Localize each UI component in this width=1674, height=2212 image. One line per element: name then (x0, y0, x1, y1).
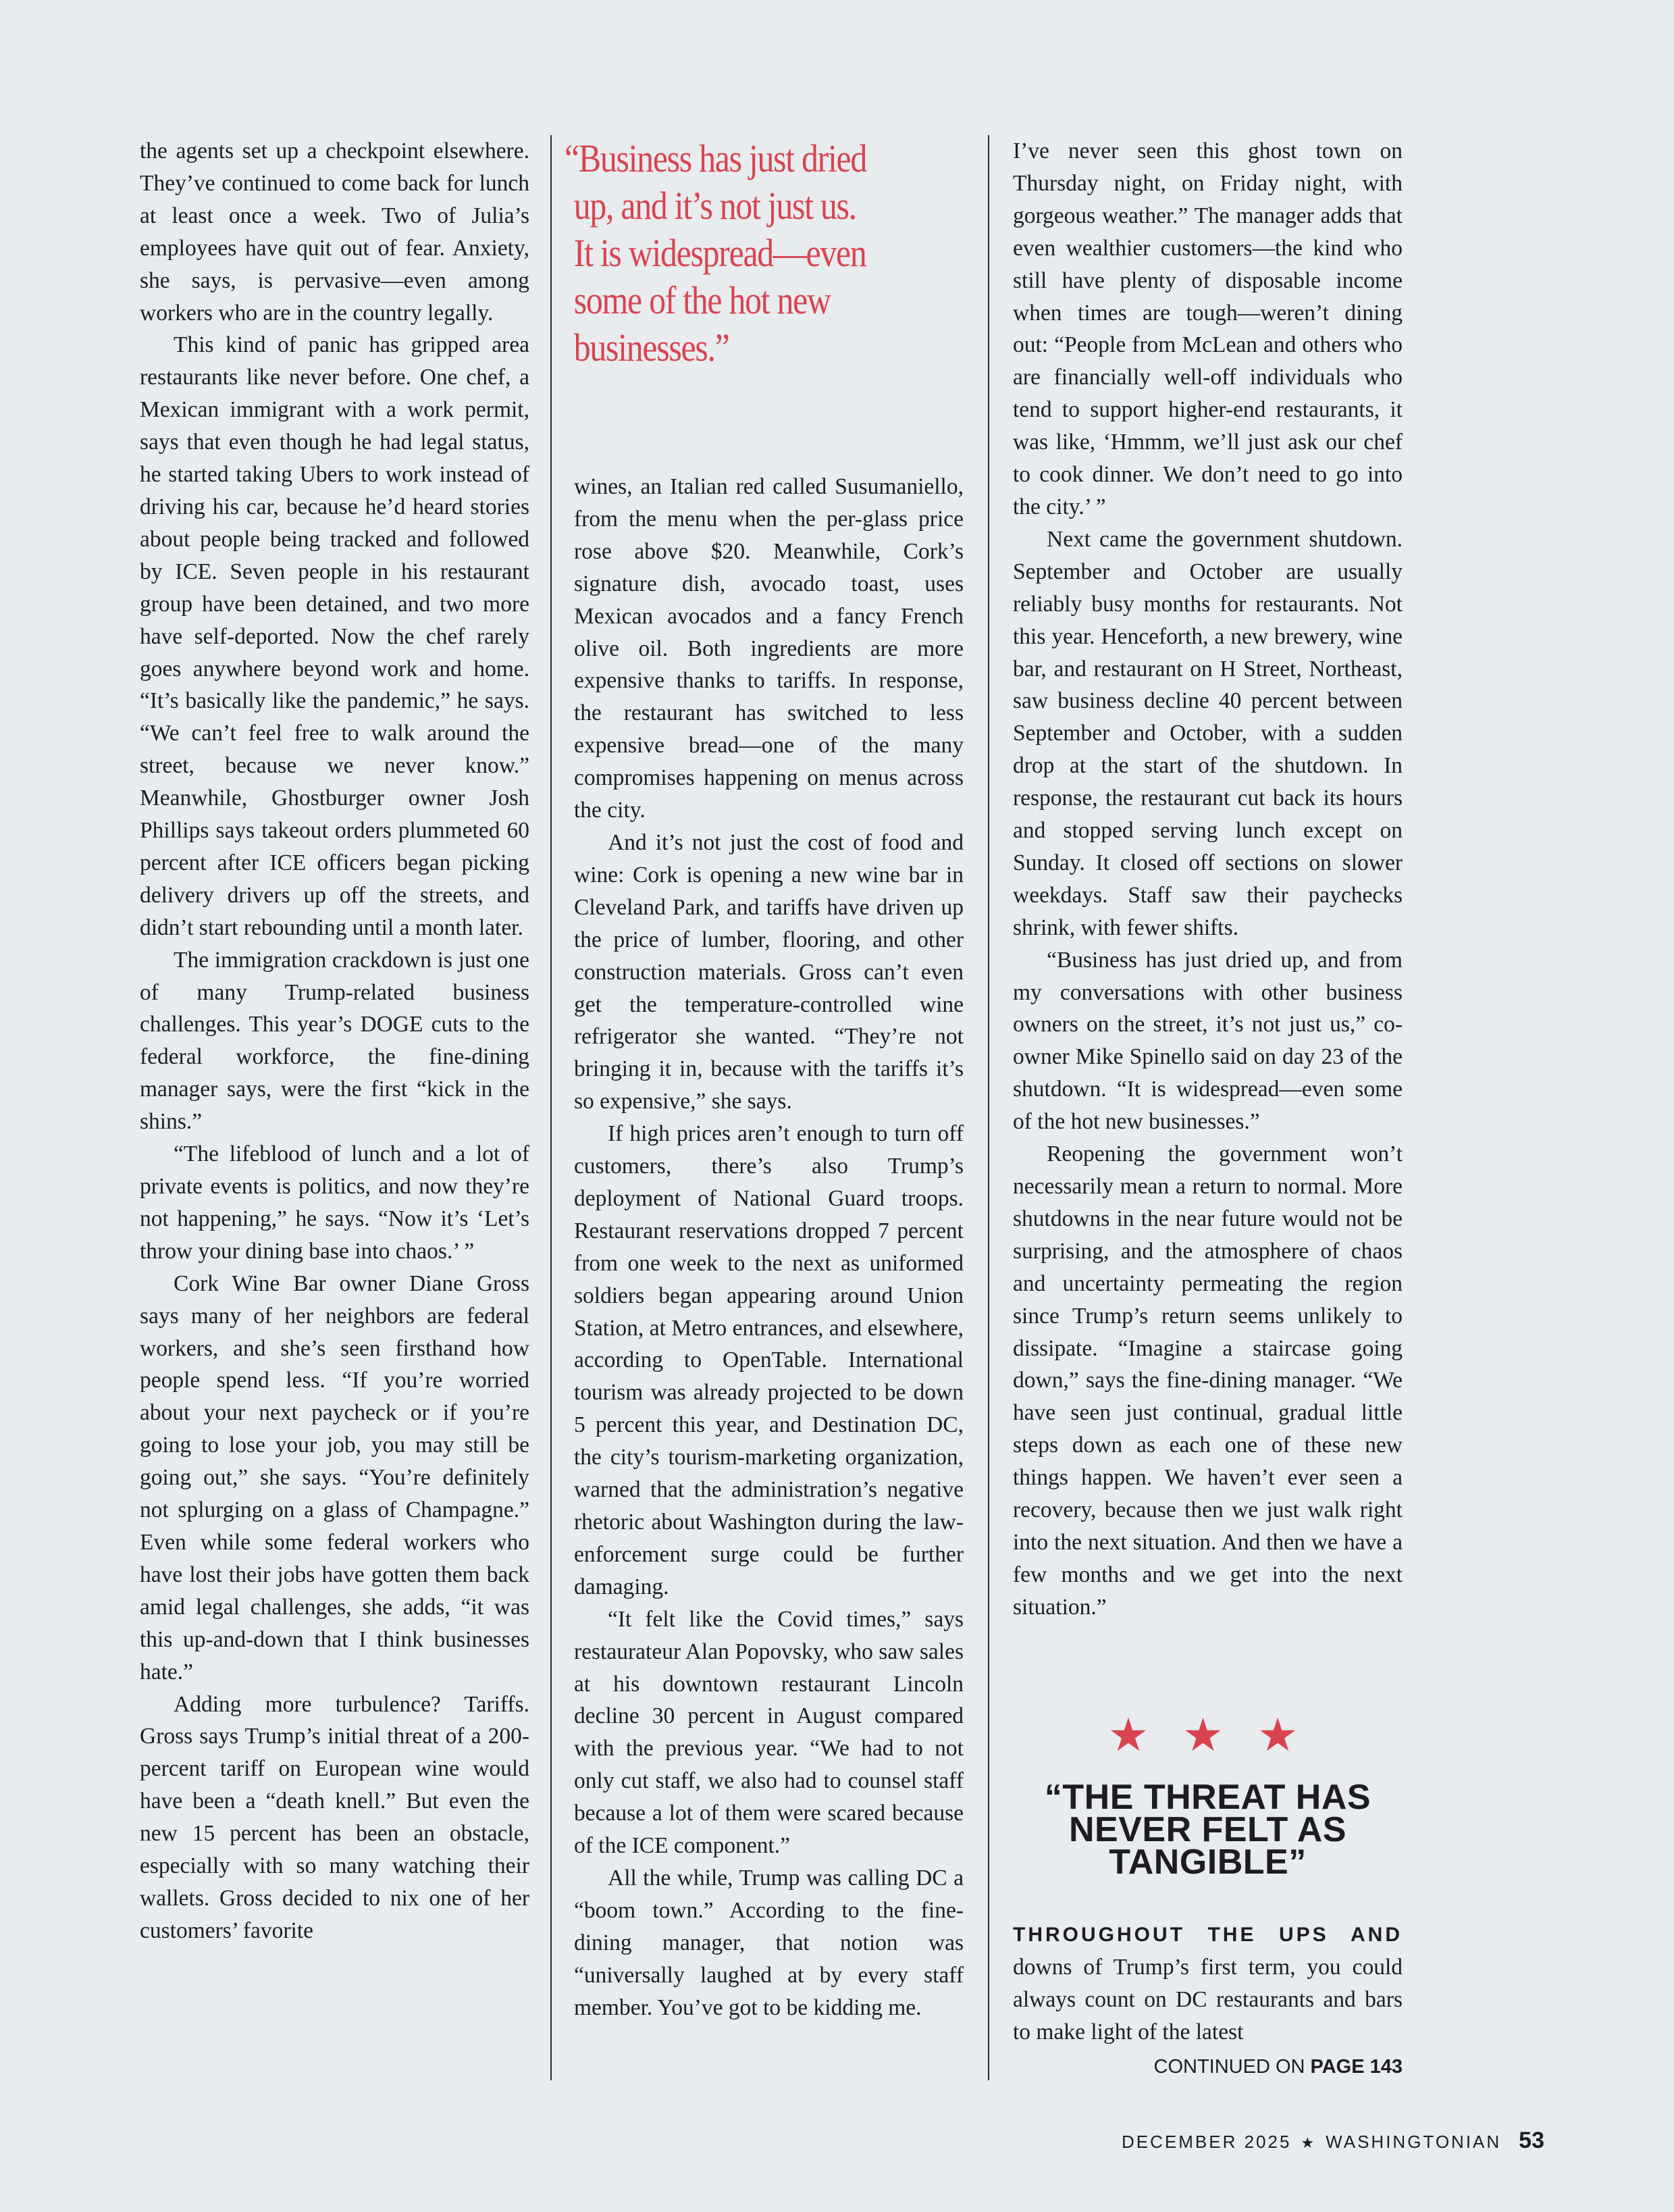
star-divider-icon: ★ ★ ★ (1107, 1709, 1308, 1762)
pull-quote-line: It is widespread—even (573, 231, 866, 275)
column-divider (988, 135, 989, 2080)
pull-quote-line: “Business has just dried (565, 136, 867, 180)
article-column-2 (574, 471, 964, 2024)
pull-quote-line: some of the hot new (573, 278, 831, 322)
paragraph: Next came the government shutdown. September and October are usually reliably busy months for restaurants. Not this year. Henceforth, a new brewery, wine bar, and restaurant on H Street, Northeast, saw business decline 40 percent between September and October, with a sudden drop at the start of the shutdown. In response, the restaurant cut back its hours and stopped serving lunch except on Sunday. It closed off sections on slower weekdays. Staff saw their paychecks shrink, with fewer shifts. (1013, 526, 1403, 940)
paragraph: Adding more turbulence? Tariffs. Gross says Trump’s initial threat of a 200-percent tariff on European wine would have been a “death knell.” But even the new 15 percent has been an obstacle, especially with so many watching their wallets. Gross decided to nix one of her customers’ favorite (140, 1691, 529, 1943)
paragraph: This kind of panic has gripped area restaurants like never before. One chef, a Mexican immigrant with a work permit, says that even though he had legal status, he started taking Ubers to work instead of driving his car, because he’d heard stories about people being tracked and followed by ICE. Seven people in his restaurant group have been detained, and two more have self-deported. Now the chef rarely goes anywhere beyond work and home. “It’s basically like the pandemic,” he says. “We can’t feel free to walk around the street, because we never know.” Meanwhile, Ghostburger owner Josh Phillips says takeout orders plummeted 60 percent after ICE officers began picking delivery drivers up off the streets, and didn’t start rebounding until a month later. (140, 332, 529, 940)
page-number: 53 (1519, 2128, 1544, 2153)
paragraph: the agents set up a checkpoint elsewhere. They’ve continued to come back for lunch at least once a week. Two of Julia’s employees have quit out of fear. Anxiety, she says, is pervasive—even among workers who are in the country legally. (140, 138, 529, 326)
pull-quote-line: up, and it’s not just us. (573, 184, 856, 228)
pull-quote-line: businesses.” (573, 326, 729, 369)
lede-caps: THROUGHOUT THE UPS AND (1013, 1924, 1403, 1946)
paragraph: If high prices aren’t enough to turn off customers, there’s also Trump’s deployment of National Guard troops. Restaurant reservations dropped 7 percent from one week to the next as uniformed soldiers began appearing around Union Station, at Metro entrances, and elsewhere, according to OpenTable. International tourism was already projected to be down 5 percent this year, and Destination DC, the city’s tourism-marketing organization, warned that the administration’s negative rhetoric about Washington during the law-enforcement surge could be further damaging. (574, 1121, 964, 1599)
subhead-line: “THE THREAT HAS (1044, 1778, 1371, 1817)
section-lede (1013, 1918, 1403, 2049)
paragraph: “The lifeblood of lunch and a lot of private events is politics, and now they’re not happening,” he says. “Now it’s ‘Let’s throw your dining base into chaos.’ ” (140, 1141, 529, 1264)
continued-label: CONTINUED ON (1153, 2056, 1305, 2078)
pull-quote (565, 135, 890, 371)
paragraph: All the while, Trump was calling DC a “boom town.” According to the fine-dining manager, that notion was “universally laughed at by every staff member. You’ve got to be kidding me. (574, 1865, 964, 2020)
article-column-1 (140, 135, 529, 1947)
issue-date: DECEMBER 2025 (1122, 2132, 1292, 2152)
paragraph: “Business has just dried up, and from my conversations with other business owners on the street, it’s not just us,” co-owner Mike Spinello said on day 23 of the shutdown. “It is widespread—even some of the hot new businesses.” (1013, 947, 1403, 1135)
article-column-3 (1013, 135, 1403, 1624)
section-subhead (1013, 1778, 1403, 1882)
paragraph: Reopening the government won’t necessarily mean a return to normal. More shutdowns in the near future would not be surprising, and the atmosphere of chaos and uncertainty permeating the region since Trump’s return seems unlikely to dissipate. “Imagine a staircase going down,” says the fine-dining manager. “We have seen just continual, gradual little steps down as each one of these new things happen. We haven’t ever seen a recovery, because then we just walk right into the next situation. And then we have a few months and we get into the next situation.” (1013, 1141, 1403, 1620)
continued-on-link[interactable] (1013, 2051, 1403, 2083)
paragraph: Cork Wine Bar owner Diane Gross says many of her neighbors are federal workers, and she’s seen firsthand how people spend less. “If you’re worried about your next paycheck or if you’re going to lose your job, you may still be going out,” she says. “You’re definitely not splurging on a glass of Champagne.” Even while some federal workers who have lost their jobs have gotten them back amid legal challenges, she adds, “it was this up-and-down that I think businesses hate.” (140, 1270, 529, 1684)
lede-text: downs of Trump’s first term, you could always count on DC restaurants and bars to make light of the latest (1013, 1954, 1403, 2044)
column-divider (550, 135, 552, 2080)
paragraph: I’ve never seen this ghost town on Thursday night, on Friday night, with gorgeous weather.” The manager adds that even wealthier customers—the kind who still have plenty of disposable income when times are tough—weren’t dining out: “People from McLean and others who are financially well-off individuals who tend to support higher-end restaurants, it was like, ‘Hmmm, we’ll just ask our chef to cook dinner. We don’t need to go into the city.’ ” (1013, 138, 1403, 519)
continued-page: PAGE 143 (1310, 2056, 1403, 2078)
subhead-line: TANGIBLE” (1109, 1843, 1307, 1882)
page-footer (1122, 2128, 1544, 2154)
paragraph: wines, an Italian red called Susumaniello, from the menu when the per-glass price rose above $20. Meanwhile, Cork’s signature dish, avocado toast, uses Mexican avocados and a fancy French olive oil. Both ingredients are more expensive thanks to tariffs. In response, the restaurant has switched to less expensive bread—one of the many compromises happening on menus across the city. (574, 474, 964, 823)
paragraph: The immigration crackdown is just one of many Trump-related business challenges. This year’s DOGE cuts to the federal workforce, the fine-dining manager says, were the first “kick in the shins.” (140, 947, 529, 1135)
paragraph: And it’s not just the cost of food and wine: Cork is opening a new wine bar in Cleveland Park, and tariffs have driven up the price of lumber, flooring, and other construction materials. Gross can’t even get the temperature-controlled wine refrigerator she wanted. “They’re not bringing it in, because with the tariffs it’s so expensive,” she says. (574, 829, 964, 1114)
star-icon: ★ (1301, 2134, 1317, 2151)
magazine-name: WASHINGTONIAN (1326, 2132, 1502, 2152)
paragraph: “It felt like the Covid times,” says restaurateur Alan Popovsky, who saw sales at his downtown restaurant Lincoln decline 30 percent in August compared with the previous year. “We had to not only cut staff, we also had to counsel staff because a lot of them were scared because of the ICE component.” (574, 1606, 964, 1859)
subhead-line: NEVER FELT AS (1069, 1810, 1346, 1849)
